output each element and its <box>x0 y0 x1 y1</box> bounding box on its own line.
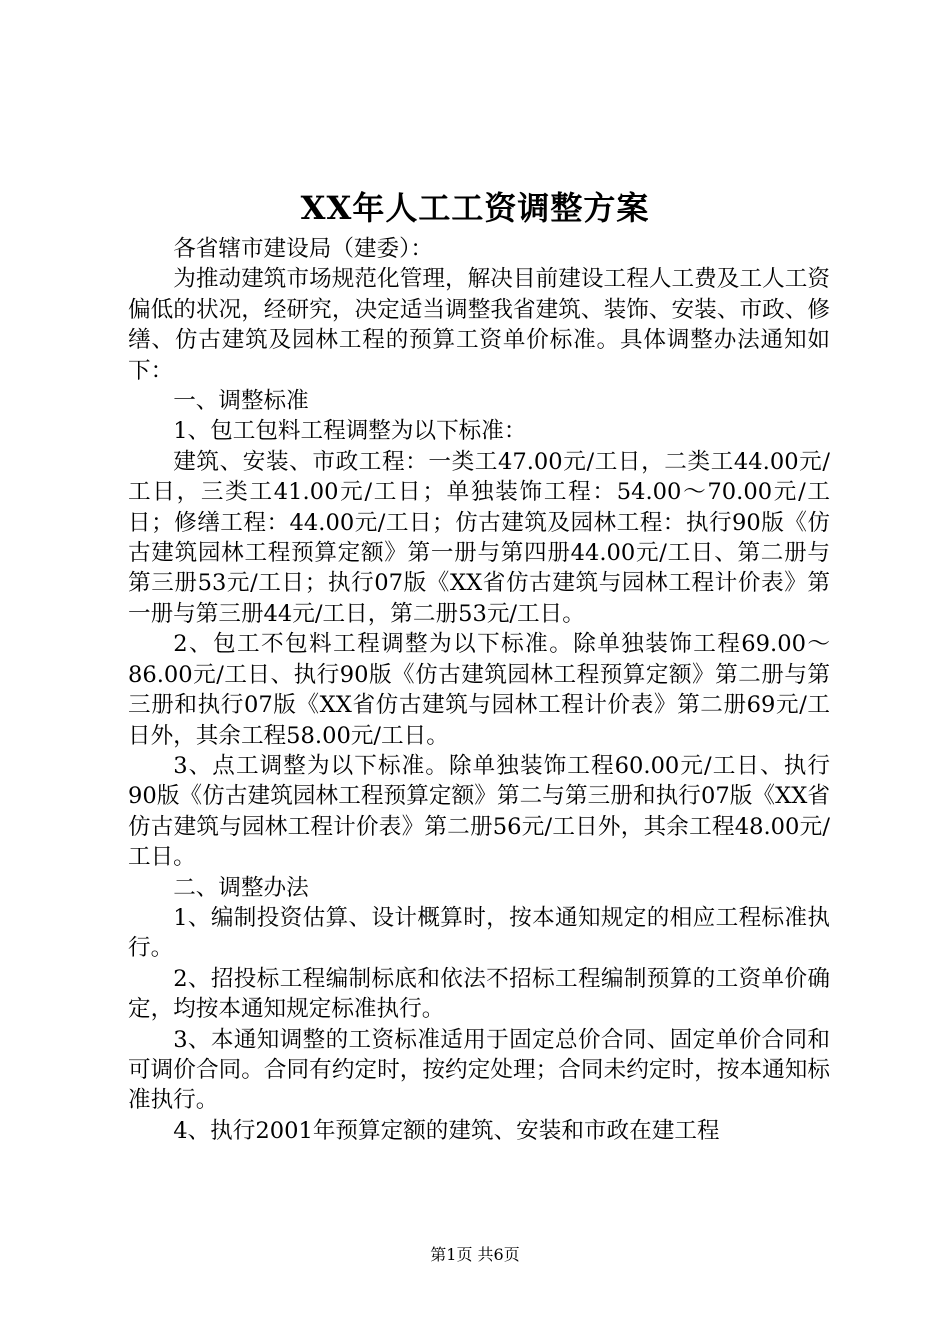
paragraph-item: 1、编制投资估算、设计概算时，按本通知规定的相应工程标准执行。 <box>128 904 830 962</box>
section-heading-methods: 二、调整办法 <box>173 874 309 901</box>
paragraph-intro: 为推动建筑市场规范化管理，解决目前建设工程人工费及工人工资偏低的状况，经研究，决定适当调整我省建筑、装饰、安装、市政、修缮、仿古建筑及园林工程的预算工资单价标准。具体调整办法通知如下： <box>128 266 830 384</box>
page-number-footer: 第1页 共6页 <box>430 1245 520 1264</box>
document-body <box>128 234 830 1146</box>
salutation: 各省辖市建设局（建委）： <box>173 236 434 262</box>
paragraph-item: 2、招投标工程编制标底和依法不招标工程编制预算的工资单价确定，均按本通知规定标准执行。 <box>128 965 830 1023</box>
document-title: XX年人工工资调整方案 <box>300 189 650 227</box>
paragraph-item: 4、执行2001年预算定额的建筑、安装和市政在建工程 <box>173 1117 720 1144</box>
paragraph-item: 1、包工包料工程调整为以下标准： <box>173 418 527 445</box>
paragraph-item: 3、本通知调整的工资标准适用于固定总价合同、固定单价合同和可调价合同。合同有约定时，按约定处理；合同未约定时，按本通知标准执行。 <box>128 1026 830 1114</box>
paragraph-item: 2、包工不包料工程调整为以下标准。除单独装饰工程69.00～86.00元/工日、执行90版《仿古建筑园林工程预算定额》第二册与第三册和执行07版《XX省仿古建筑与园林工程计价表》第二册69元/工日外，其余工程58.00元/工日。 <box>128 631 830 749</box>
paragraph-item: 3、点工调整为以下标准。除单独装饰工程60.00元/工日、执行90版《仿古建筑园林工程预算定额》第二与第三册和执行07版《XX省仿古建筑与园林工程计价表》第二册56元/工日外，其余工程48.00元/工日。 <box>128 752 830 871</box>
paragraph-item: 建筑、安装、市政工程：一类工47.00元/工日，二类工44.00元/工日，三类工41.00元/工日；单独装饰工程：54.00～70.00元/工日；修缮工程：44.00元/工日；仿古建筑及园林工程：执行90版《仿古建筑园林工程预算定额》第一册与第四册44.00元/工日、第二册与第三册53元/工日；执行07版《XX省仿古建筑与园林工程计价表》第一册与第三册44元/工日，第二册53元/工日。 <box>128 448 830 627</box>
section-heading-standards: 一、调整标准 <box>173 388 309 415</box>
